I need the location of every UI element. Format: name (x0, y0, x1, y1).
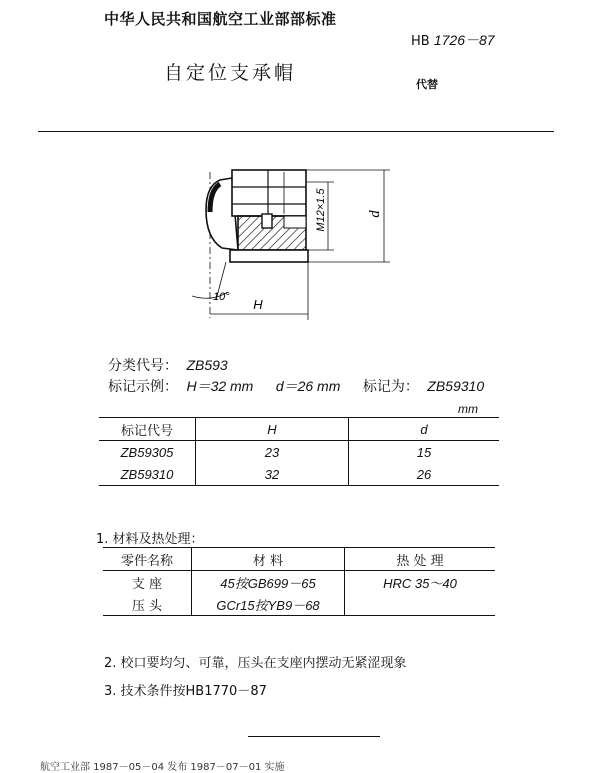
classification-line (108, 355, 232, 375)
table-header-cell: H (196, 418, 349, 441)
requirement-item-3: 3. 技术条件按HB1770－87 (104, 684, 267, 699)
table-cell: 15 (349, 441, 500, 464)
table-cell: 支 座 (131, 576, 163, 592)
classification-label: 分类代号： (108, 358, 178, 374)
h-dimension-label: H (253, 297, 263, 312)
inner-bore (262, 214, 272, 228)
example-d: d＝26 mm (275, 378, 341, 394)
table-cell: 26 (349, 463, 500, 486)
table-header-cell: 零件名称 (103, 548, 192, 571)
base-plate (230, 250, 308, 262)
table-row (99, 441, 499, 464)
footer-text: 航空工业部 1987－05－04 发布 1987－07－01 实施 (40, 762, 285, 773)
d-dimension-label: d (367, 210, 383, 218)
table-cell: 23 (196, 441, 349, 464)
mark-value: ZB59310 (427, 378, 485, 394)
table-header-row (103, 548, 495, 571)
table-cell: 45按GB699－65 (192, 571, 345, 594)
table-cell: HRC 35～40 (345, 571, 496, 594)
standard-code-prefix: HB (411, 34, 430, 49)
classification-value: ZB593 (186, 357, 228, 373)
table-cell: ZB59305 (120, 444, 174, 460)
table-cell (345, 593, 496, 616)
unit-label: mm (458, 402, 478, 416)
end-divider (248, 736, 380, 737)
standard-code-number: 1726－87 (433, 32, 495, 48)
replaces-label: 代替 (416, 78, 438, 91)
table-cell: 压 头 (103, 593, 192, 616)
mark-label: 标记为： (362, 379, 419, 395)
materials-table (103, 547, 495, 616)
table-header-cell: 标记代号 (99, 418, 196, 441)
requirement-item-2: 2. 校口要均匀、可靠，压头在支座内摆动无紧涩现象 (104, 656, 407, 671)
dimension-table (99, 417, 499, 486)
table-header-row (99, 418, 499, 441)
header-divider (38, 131, 554, 132)
table-row (99, 463, 499, 486)
standard-code (411, 30, 495, 50)
hex-body (232, 170, 306, 216)
table-row (103, 571, 495, 594)
example-label: 标记示例： (108, 379, 178, 395)
table-cell: ZB59310 (99, 463, 196, 486)
table-header-cell: d (349, 418, 500, 441)
document-title: 自定位支承帽 (164, 62, 297, 84)
thread-dimension-label: M12×1.5 (315, 188, 327, 232)
cap-drawing (180, 160, 410, 325)
table-cell: 32 (196, 463, 349, 486)
table-header-cell: 热 处 理 (345, 548, 496, 571)
section-materials-heading: 1. 材料及热处理： (96, 532, 204, 547)
table-row (103, 593, 495, 616)
table-cell: GCr15按YB9－68 (192, 593, 345, 616)
standard-org: 中华人民共和国航空工业部部标准 (104, 10, 337, 28)
marking-example-line (108, 376, 488, 396)
example-h: H＝32 mm (186, 378, 254, 394)
table-header-cell: 材 料 (192, 548, 345, 571)
angle-label: 10° (213, 291, 230, 303)
